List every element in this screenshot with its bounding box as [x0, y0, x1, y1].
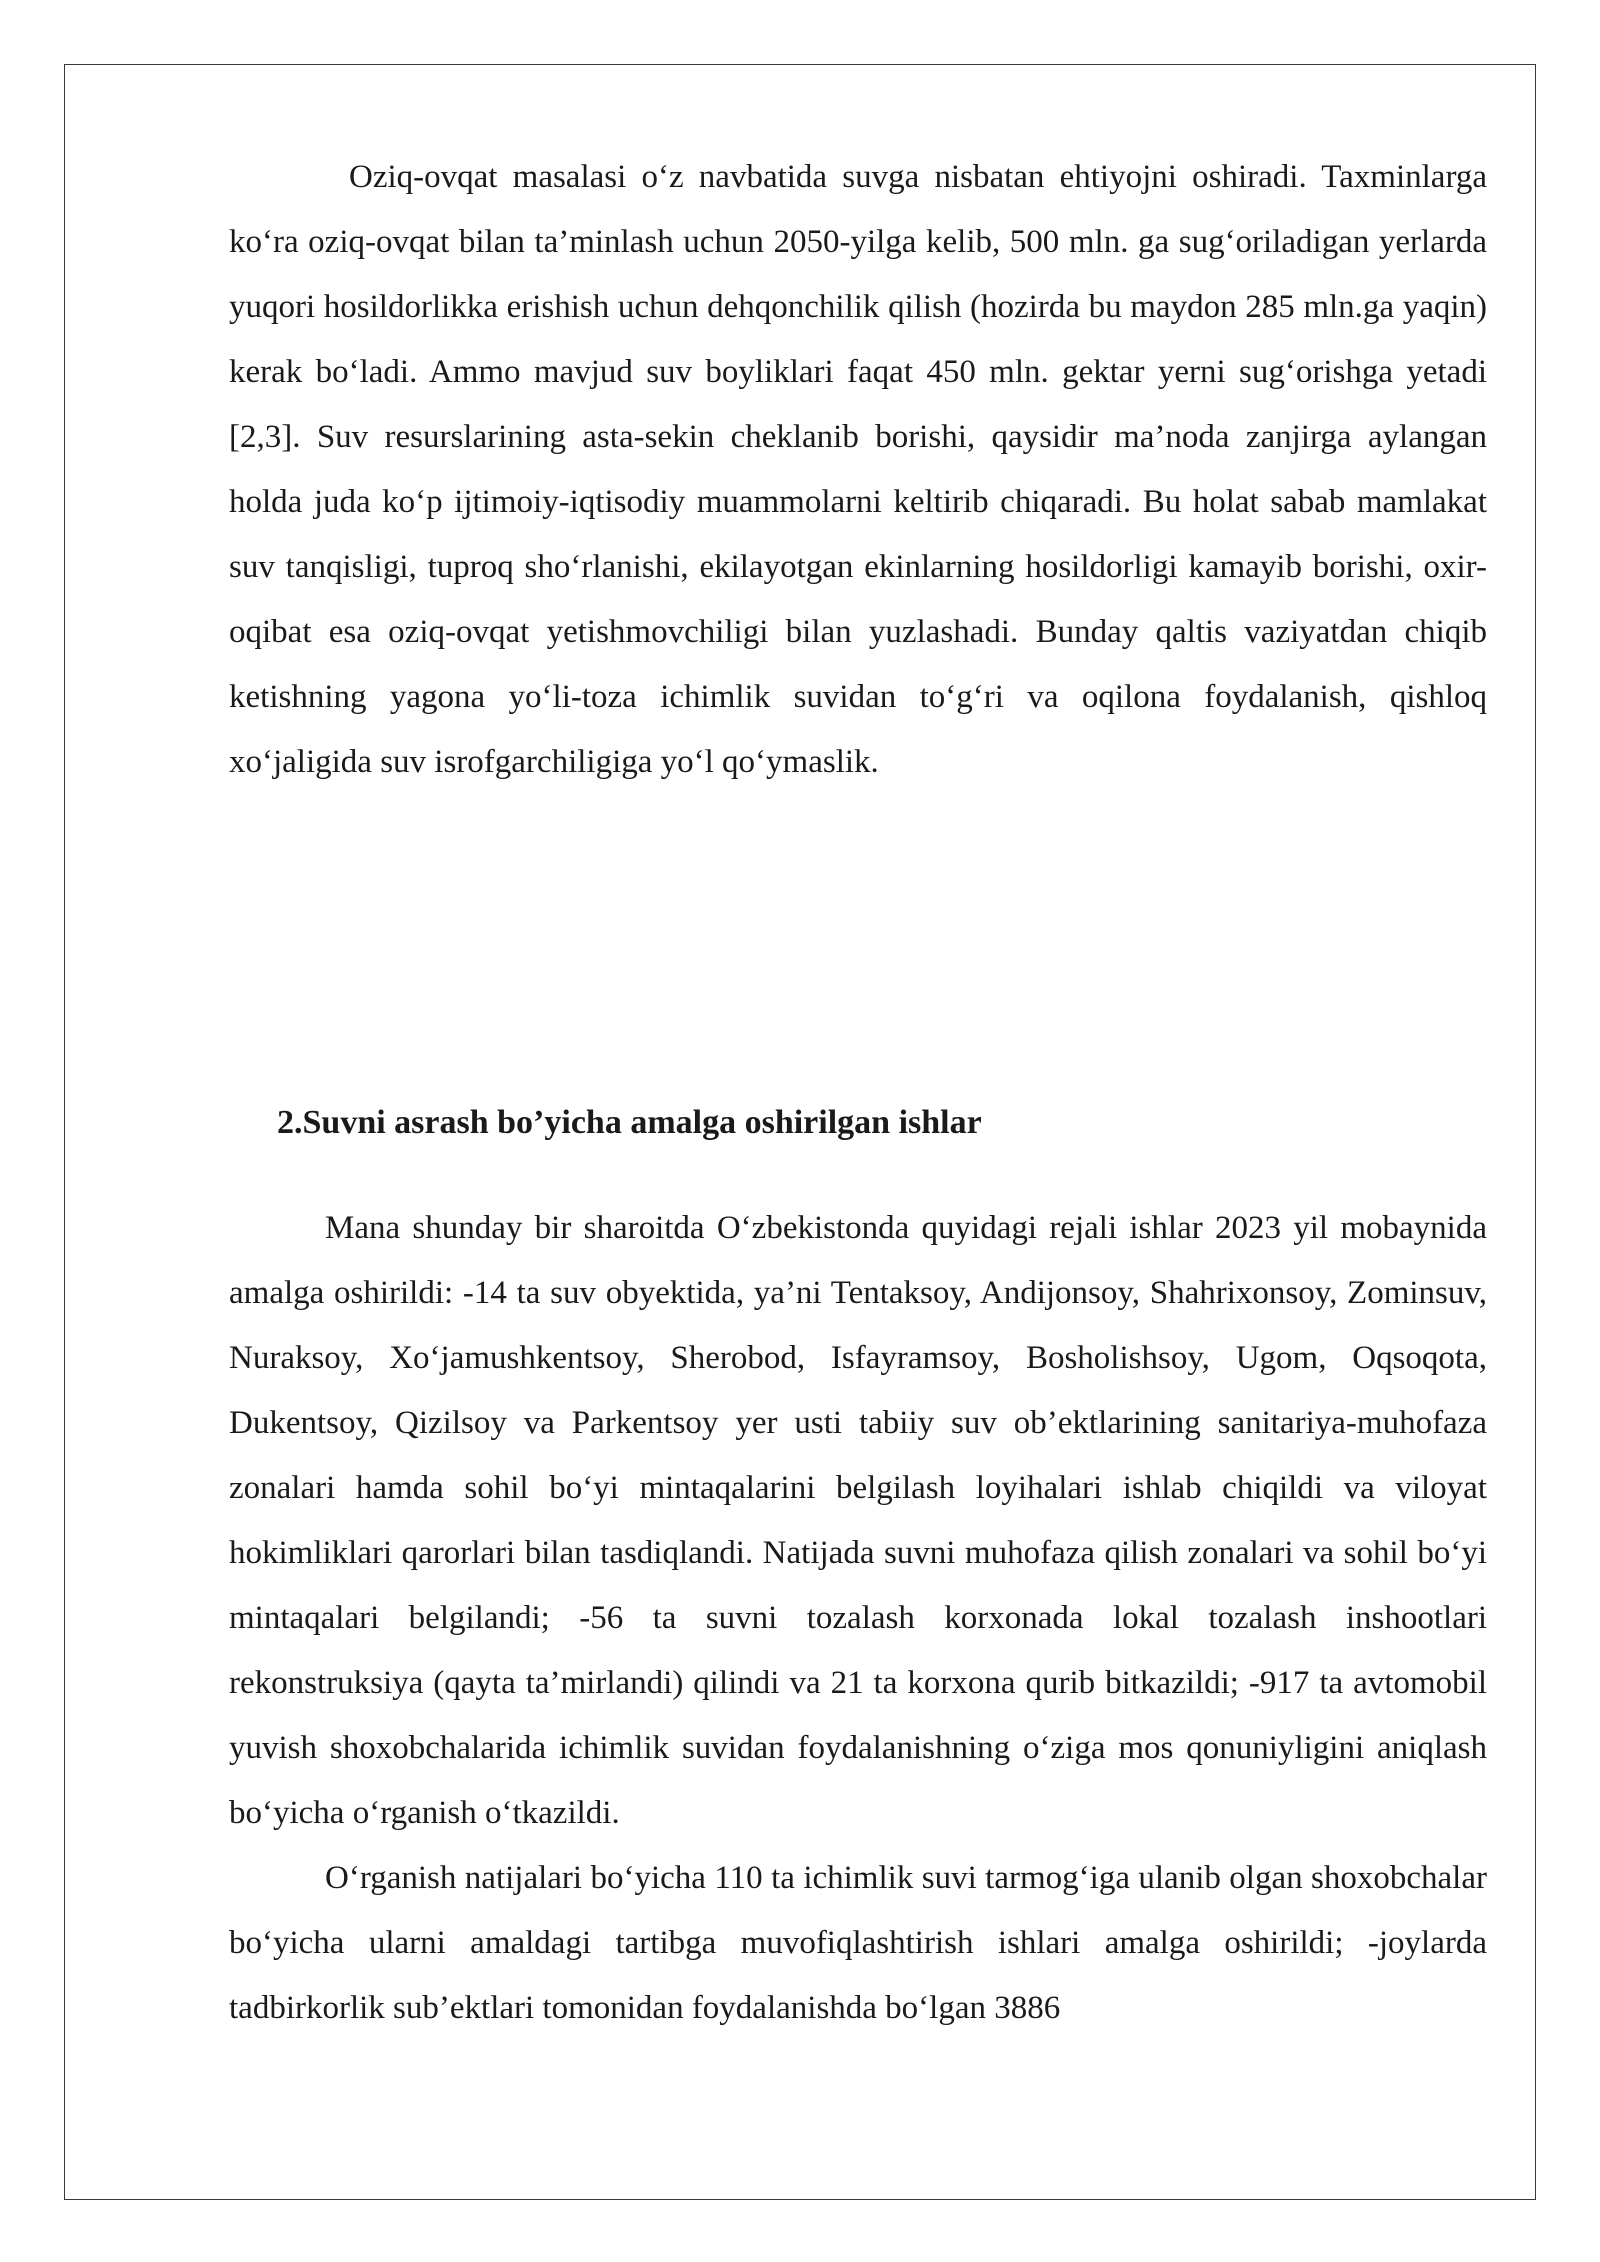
section-heading: 2.Suvni asrash bo’yicha amalga oshirilgan ishlar — [277, 1104, 982, 1141]
paragraph: Mana shunday bir sharoitda O‘zbekistonda quyidagi rejali ishlar 2023 yil mobaynida amalga oshirildi: -14 ta suv obyektida, ya’ni Tentaksoy, Andijonsoy, Shahrixonsoy, Zominsuv, Nuraksoy, Xo‘jamushkentsoy, Sherobod, Isfayramsoy, Bosholishsoy, Ugom, Oqsoqota, Dukentsoy, Qizilsoy va Parkentsoy yer usti tabiiy suv ob’ektlarining sanitariya-muhofaza zonalari hamda sohil bo‘yi mintaqalarini belgilash loyihalari ishlab chiqildi va viloyat hokimliklari qarorlari bilan tasdiqlandi. Natijada suvni muhofaza qilish zonalari va sohil bo‘yi mintaqalari belgilandi; -56 ta suvni tozalash korxonada lokal tozalash inshootlari rekonstruksiya (qayta ta’mirlandi) qilindi va 21 ta korxona qurib bitkazildi; -917 ta avtomobil yuvish shoxobchalarida ichimlik suvidan foydalanishning o‘ziga mos qonuniyligini aniqlash bo‘yicha o‘rganish o‘tkazildi. — [229, 1210, 1487, 1831]
section-text-block — [229, 1196, 1487, 2041]
intro-text-block — [229, 145, 1487, 795]
paragraph: Oziq-ovqat masalasi o‘z navbatida suvga nisbatan ehtiyojni oshiradi. Taxminlarga ko‘ra oziq-ovqat bilan ta’minlash uchun 2050-yilga kelib, 500 mln. ga sug‘oriladigan yerlarda yuqori hosildorlikka erishish uchun dehqonchilik qilish (hozirda bu maydon 285 mln.ga yaqin) kerak bo‘ladi. Ammo mavjud suv boyliklari faqat 450 mln. gektar yerni sug‘orishga yetadi [2,3]. Suv resurslarining asta-sekin cheklanib borishi, qaysidir ma’noda zanjirga aylangan holda juda ko‘p ijtimoiy-iqtisodiy muammolarni keltirib chiqaradi. Bu holat sabab mamlakat suv tanqisligi, tuproq sho‘rlanishi, ekilayotgan ekinlarning hosildorligi kamayib borishi, oxir-oqibat esa oziq-ovqat yetishmovchiligi bilan yuzlashadi. Bunday qaltis vaziyatdan chiqib ketishning yagona yo‘li-toza ichimlik suvidan to‘g‘ri va oqilona foydalanish, qishloq xo‘jaligida suv isrofgarchiligiga yo‘l qo‘ymaslik. — [229, 159, 1487, 780]
paragraph: O‘rganish natijalari bo‘yicha 110 ta ichimlik suvi tarmog‘iga ulanib olgan shoxobchalar bo‘yicha ularni amaldagi tartibga muvofiqlashtirish ishlari amalga oshirildi; -joylarda tadbirkorlik sub’ektlari tomonidan foydalanishda bo‘lgan 3886 — [229, 1860, 1487, 2026]
